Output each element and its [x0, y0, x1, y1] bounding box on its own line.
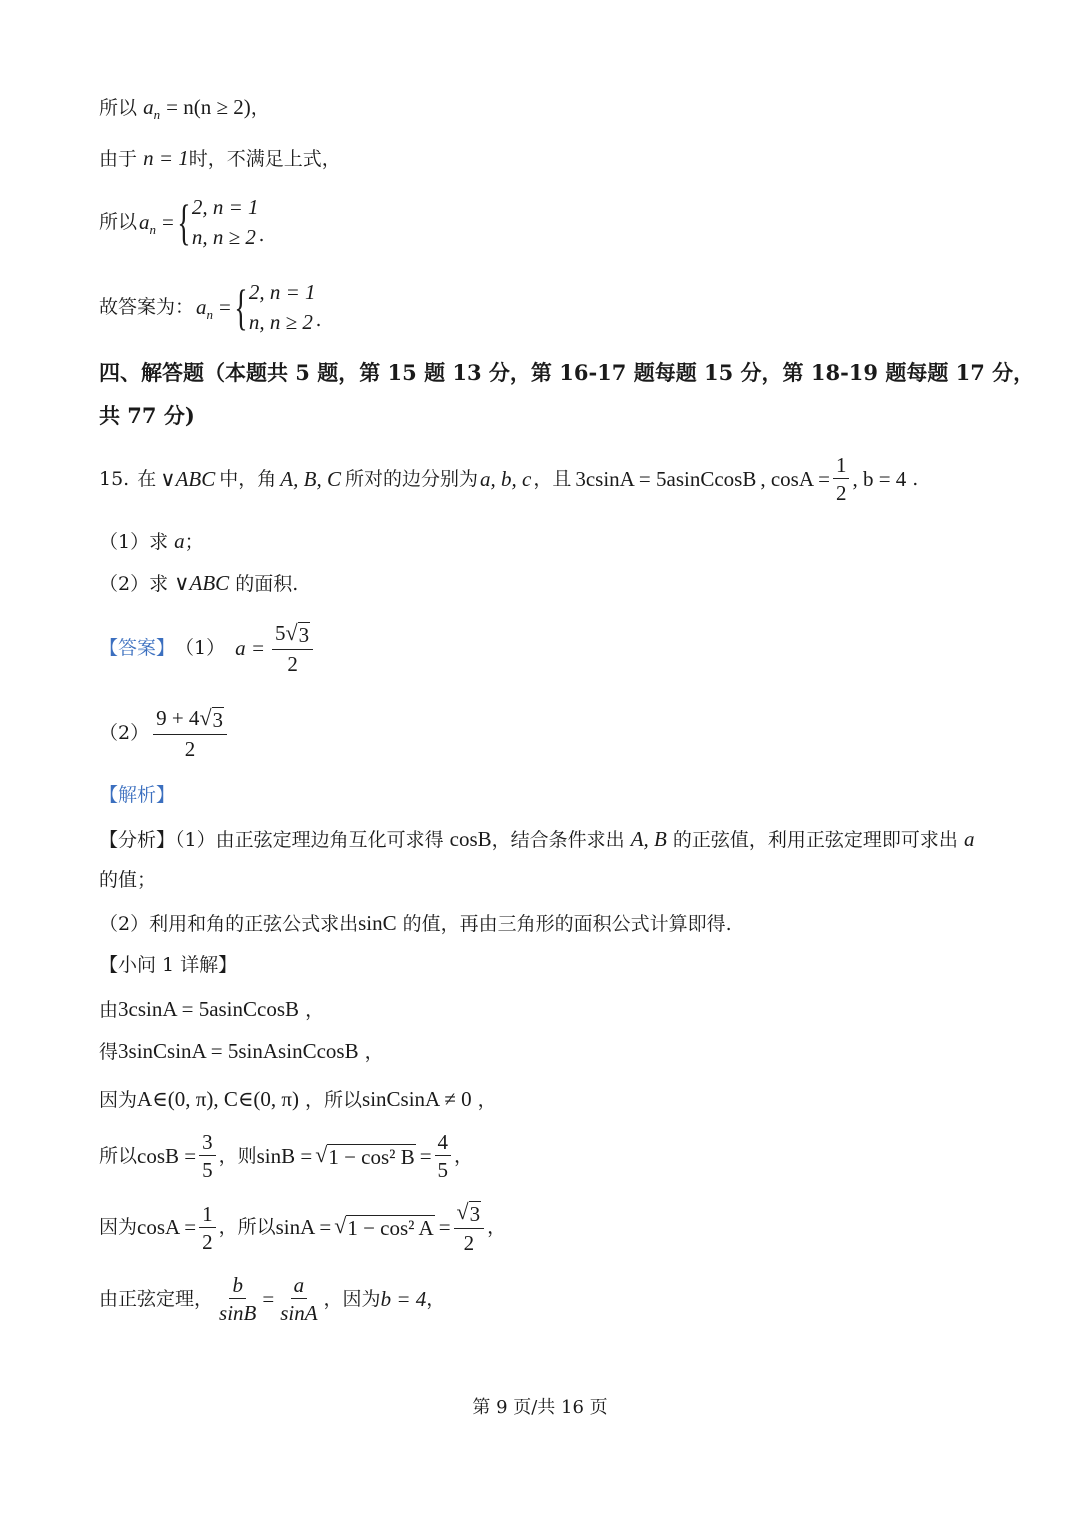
text-fragment: ，	[487, 1216, 507, 1239]
text-fragment: ，	[250, 97, 270, 119]
derivation-line-4	[99, 277, 322, 338]
text-fragment: 所对的边分别为	[344, 467, 478, 490]
math-fragment: $a_n$	[143, 95, 161, 123]
text-fragment: ，所以	[218, 1216, 276, 1239]
math-fragment: , cosA =	[760, 466, 830, 491]
math-fragment: $a_n$	[196, 294, 214, 323]
solution-line-4	[99, 1131, 473, 1181]
math-fragment: 3csinA = 5asinCcosB	[575, 466, 757, 491]
text-fragment: 的正弦值，利用正弦定理即可求出	[672, 829, 958, 851]
text-fragment: ，且	[533, 467, 572, 490]
piecewise-cases: { 2, n = 1 n, n ≥ 2	[174, 192, 259, 253]
math-fragment: a, b, c	[479, 466, 532, 491]
text-fragment: 得	[99, 1041, 119, 1063]
text-fragment: .	[912, 467, 919, 490]
analysis-label: 【分析】	[99, 829, 176, 851]
text-fragment: 的面积.	[235, 573, 299, 595]
case-1: 2, n = 1	[248, 280, 316, 304]
page-footer: 第 9 页/共 16 页	[472, 1397, 608, 1418]
text-fragment: （2）	[99, 722, 150, 745]
math-fragment: =	[219, 294, 231, 319]
math-fragment: =	[262, 1286, 275, 1311]
text-fragment: （2）利用和角的正弦公式求出	[99, 913, 359, 935]
math-fragment: sinC	[358, 911, 397, 935]
case-1: 2, n = 1	[191, 195, 259, 219]
question-15-part-1	[99, 531, 204, 552]
fraction: $\frac{1}{2}$	[833, 454, 850, 504]
text-fragment: ，因为	[323, 1287, 381, 1310]
question-number: 15.	[99, 467, 130, 490]
text-fragment: ，	[477, 1089, 497, 1111]
analysis-line-1-cont: 的值；	[99, 869, 157, 891]
text-fragment: 所以	[99, 210, 138, 233]
fraction: √ 3 2	[454, 1201, 485, 1254]
text-fragment: ，结合条件求出	[491, 829, 625, 851]
text-fragment: （1）	[175, 637, 226, 660]
math-fragment: = n(n ≥ 2)	[166, 95, 251, 119]
answer-tag: 【答案】	[99, 637, 176, 660]
sub-question-1-heading: 【小问 1 详解】	[99, 954, 238, 976]
fraction: $\frac{1}{2}$	[199, 1203, 216, 1253]
solution-line-6	[99, 1274, 445, 1324]
math-fragment: =	[419, 1143, 432, 1168]
text-fragment: （1）由正弦定理边角互化可求得	[175, 829, 444, 851]
text-fragment: ，所以	[305, 1089, 363, 1111]
piecewise-cases: { 2, n = 1 n, n ≥ 2	[231, 277, 316, 338]
math-fragment: n = 1	[143, 146, 189, 170]
math-fragment: =	[438, 1215, 451, 1240]
text-fragment: 时，不满足上式，	[188, 148, 341, 170]
math-fragment: A, B, C	[280, 466, 341, 491]
text-fragment: 所以	[99, 1144, 138, 1167]
solution-line-1	[99, 999, 324, 1020]
math-fragment: sinA =	[275, 1215, 332, 1240]
math-fragment: ∨ABC	[160, 466, 216, 491]
text-fragment: 由	[99, 999, 119, 1021]
text-fragment: 由正弦定理，	[99, 1287, 214, 1310]
math-fragment: cosB	[449, 827, 492, 851]
math-fragment: sinB =	[256, 1143, 313, 1168]
analysis-line-2	[99, 913, 732, 934]
derivation-line-3	[99, 192, 265, 253]
text-fragment: 故答案为：	[99, 295, 195, 318]
text-fragment: ，	[426, 1287, 446, 1310]
text-fragment: 由于	[99, 148, 138, 170]
text-fragment: 因为	[99, 1089, 138, 1111]
solution-line-5	[99, 1201, 506, 1254]
solution-line-2	[99, 1041, 384, 1062]
derivation-line-1	[99, 95, 270, 123]
fraction: 9 + 4 √ 3 2	[153, 707, 227, 760]
math-fragment: A∈(0, π), C∈(0, π)	[137, 1087, 299, 1111]
text-fragment: ，则	[218, 1144, 257, 1167]
text-fragment: .	[258, 223, 265, 246]
text-fragment: ，	[454, 1144, 474, 1167]
text-fragment: ，	[305, 999, 325, 1021]
math-fragment: 3csinA = 5asinCcosB	[118, 997, 300, 1021]
math-fragment: $a_n$	[139, 209, 157, 238]
math-fragment: , b = 4	[852, 466, 907, 491]
text-fragment: （2）求	[99, 573, 169, 595]
analysis-line-1	[99, 829, 974, 850]
question-15-part-2	[99, 573, 298, 594]
section-heading-cont: 共 77 分)	[99, 403, 195, 428]
math-fragment: cosA =	[137, 1215, 197, 1240]
math-fragment: 3sinCsinA = 5sinAsinCcosB	[118, 1039, 359, 1063]
math-fragment: a =	[235, 636, 266, 661]
case-2: n, n ≥ 2	[191, 225, 256, 250]
math-fragment: cosB =	[137, 1143, 197, 1168]
section-heading: 四、解答题（本题共 5 题，第 15 题 13 分，第 16-17 题每题 15 分，第 18-19 题每题 17 分，	[99, 360, 1035, 385]
math-fragment: A, B	[630, 827, 667, 851]
math-fragment: a	[174, 529, 185, 553]
text-fragment: .	[315, 308, 322, 331]
fraction: $\frac{4}{5}$	[435, 1131, 452, 1181]
fraction: 5 √ 3 2	[272, 622, 313, 675]
text-fragment: 在	[137, 467, 157, 490]
math-fragment: sinCsinA ≠ 0	[362, 1087, 472, 1111]
math-fragment: b = 4	[380, 1286, 427, 1311]
fraction: $\frac{b}{\sin B}$	[219, 1273, 257, 1326]
fraction: $\frac{a}{\sin A}$	[280, 1273, 318, 1326]
sqrt: √ 1 − cos² B	[315, 1141, 415, 1169]
text-fragment: （1）求	[99, 531, 169, 553]
text-fragment: 中，角	[219, 467, 277, 490]
answer-1	[99, 622, 316, 675]
question-15	[99, 454, 918, 504]
math-fragment: ∨ABC	[174, 571, 230, 595]
text-fragment: 因为	[99, 1216, 138, 1239]
sqrt: √ 1 − cos² A	[334, 1213, 434, 1241]
text-fragment: 所以	[99, 97, 138, 119]
math-fragment: =	[162, 209, 174, 234]
analysis-tag: 【解析】	[99, 784, 176, 806]
fraction: $\frac{3}{5}$	[199, 1131, 216, 1181]
text-fragment: ；	[184, 531, 204, 553]
solution-line-3	[99, 1089, 497, 1110]
text-fragment: 的值，再由三角形的面积公式计算即得.	[402, 913, 732, 935]
math-fragment: a	[963, 827, 975, 851]
case-2: n, n ≥ 2	[248, 310, 313, 335]
text-fragment: ，	[364, 1041, 384, 1063]
derivation-line-2	[99, 148, 341, 169]
answer-2	[99, 707, 230, 760]
